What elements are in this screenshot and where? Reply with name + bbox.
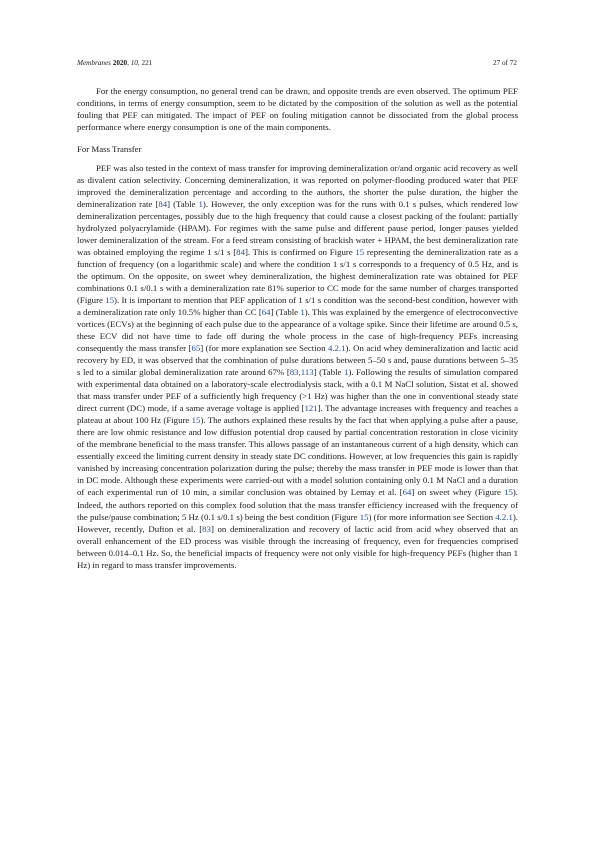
table-ref-link[interactable]: 1: [300, 307, 305, 318]
figure-ref-link[interactable]: 15: [191, 415, 201, 426]
text-run: ] (Table: [313, 367, 345, 378]
journal-volume: 10: [130, 59, 138, 67]
citation-link[interactable]: 83,113: [289, 367, 314, 378]
citation-link[interactable]: 65: [191, 343, 201, 354]
figure-ref-link[interactable]: 15: [105, 295, 115, 306]
text-run: ] (Table: [167, 199, 199, 210]
text-run: ] on sweet whey (Figure: [411, 487, 505, 498]
section-ref-link[interactable]: 4.2.1: [327, 343, 346, 354]
text-run: ]. The advantage increases with frequency and reaches a plateau at about 100 Hz (Figure: [77, 403, 518, 426]
text-run: ). This was explained by the emergence of electroconvective vortices (ECVs) at the beginning of each pulse due to the appearance of a voltage spike. Since their lifetime are around 0.5 s, these ECV did not have time to fade off during the whole process in the case of high-frequency PEFs increasing consequently the mass transfer [: [77, 307, 519, 354]
text-run: ). The authors explained these results by the fact that when applying a pulse after a pause, there are low ohmic resistance and low diffusion potential drop caused by partial concentration restoration in close vicinity of the membrane beneficial to the mass transfer. This allows passage of an instantaneous current of a high density, which can essentially exceed the limiting current density in steady state DC conditions. However, at low frequencies this gain is rapidly vanished by increasing concentration polarization during the pulse; thereby the mass transfer in PEF mode is lower than that in DC mode. Although these experiments were carried-out with a model solution containing only 0.1 M NaCl and a duration of each experimental run of 10 min, a similar conclusion was obtained by Lemay et al. [: [77, 415, 518, 498]
text-run: PEF was also tested in the context of mass transfer for improving demineralization or/and organic acid recovery as well as divalent cation selectivity. Concerning demineralization, it was reported on polymer-flooding produced water that PEF improved the demineralization percentage and according to the authors, the shorter the pulse duration, the higher the demineralization rate [: [77, 163, 518, 210]
citation-link[interactable]: 64: [261, 307, 271, 318]
running-header: [77, 57, 517, 69]
text-run: ). Indeed, the authors reported on this complex food solution that the mass transfer efficiency increased with the frequency of the pulse/pause combination; 5 Hz (0.1 s/0.1 s) being the best condition (Figure: [77, 487, 519, 522]
table-ref-link[interactable]: 1: [344, 367, 349, 378]
text-run: ). However, the only exception was for the runs with 0.1 s pulses, which rendered low demineralization percentages, possibly due to the high frequency that could cause a closest packing of the foulant: partially hydrolyzed polyacrylamide (HPAM). For regimes with the same pulse and different pause period, longer pauses yielded lower demineralization of the stream. For a feed stream consisting of brackish water + HPAM, the best demineralization rate was obtained employing the regime 1 s/1 s [: [77, 199, 518, 258]
citation-link[interactable]: 83: [202, 523, 211, 534]
citation-link[interactable]: 64: [402, 487, 412, 498]
journal-year: 2020: [112, 59, 128, 67]
section-ref-link[interactable]: 4.2.1: [495, 511, 513, 522]
article-number: 221: [141, 59, 153, 67]
paragraph-energy-consumption: For the energy consumption, no general trend can be drawn, and opposite trends are even observed. The optimum PEF conditions, in terms of energy consumption, seem to be dictated by the composition of the solution as well as the potential fouling that PEF can mitigated. The impact of PEF on fouling mitigation cannot be dissociated from the global process performance where energy consumption is one of the main components.: [77, 86, 518, 133]
figure-ref-link[interactable]: 15: [359, 511, 369, 522]
article-body: [77, 85, 518, 571]
citation-link[interactable]: 121: [304, 403, 318, 414]
table-ref-link[interactable]: 1: [198, 199, 203, 210]
journal-name: Membranes: [77, 59, 111, 67]
text-run: ). On acid whey demineralization and lactic acid recovery by ED, it was observed that the combination of pulse durations between 5–50 s and, pause durations between 5–35 s led to a similar global demineralization rate around 67% [: [77, 343, 518, 378]
text-run: ] (for more explanation see Section: [200, 343, 328, 354]
paragraph-mass-transfer: [77, 162, 518, 571]
text-run: ). It is important to mention that PEF application of 1 s/1 s condition was the second-best condition, however with a demineralization rate only 10.5% higher than CC [: [77, 295, 518, 318]
text-run: ] on demineralization and recovery of lactic acid from acid whey observed that an overall enhancement of the ED process was visible through the increasing of frequency, even for frequencies comprised between 0.014–0.1 Hz. So, the beneficial impacts of frequency were not only visible for high-frequency PEFs (higher than 1 Hz) in regard to mass transfer improvements.: [77, 523, 518, 570]
text-run: ). However, recently, Dufton et al. [: [77, 511, 518, 534]
text-run: ] (Table: [270, 307, 301, 318]
citation-link[interactable]: 84: [236, 247, 245, 258]
text-run: ) (for more information see Section: [368, 511, 496, 522]
page-number: 27 of 72: [493, 59, 517, 67]
figure-ref-link[interactable]: 15: [355, 247, 365, 258]
journal-citation: Membranes 2020, 10, 221: [77, 59, 153, 67]
citation-link[interactable]: 84: [158, 199, 168, 210]
section-heading: For Mass Transfer: [77, 144, 142, 155]
text-run: representing the demineralization rate as a function of frequency (on a logarithmic scale) and where the condition 1 s/1 s corresponds to a frequency of 0.5 Hz, and is the optimum. On the opposite, on sweet whey demineralization, the highest demineralization rate was obtained for PEF combinations 0.1 s/0.1 s with a demineralization rate 81% superior to CC mode for the same number of charges transported (Figure: [77, 247, 518, 306]
text-run: ). Following the results of simulation compared with experimental data obtained on a laboratory-scale electrodialysis stack, with a 0.1 M NaCl solution, Sistat et al. showed that mass transfer under PEF of a sufficiently high frequency (>1 Hz) was higher than the one in conventional steady state direct current (DC) mode, if a same average voltage is applied [: [77, 367, 518, 414]
figure-ref-link[interactable]: 15: [504, 487, 513, 498]
text-run: ]. This is confirmed on Figure: [244, 247, 356, 258]
